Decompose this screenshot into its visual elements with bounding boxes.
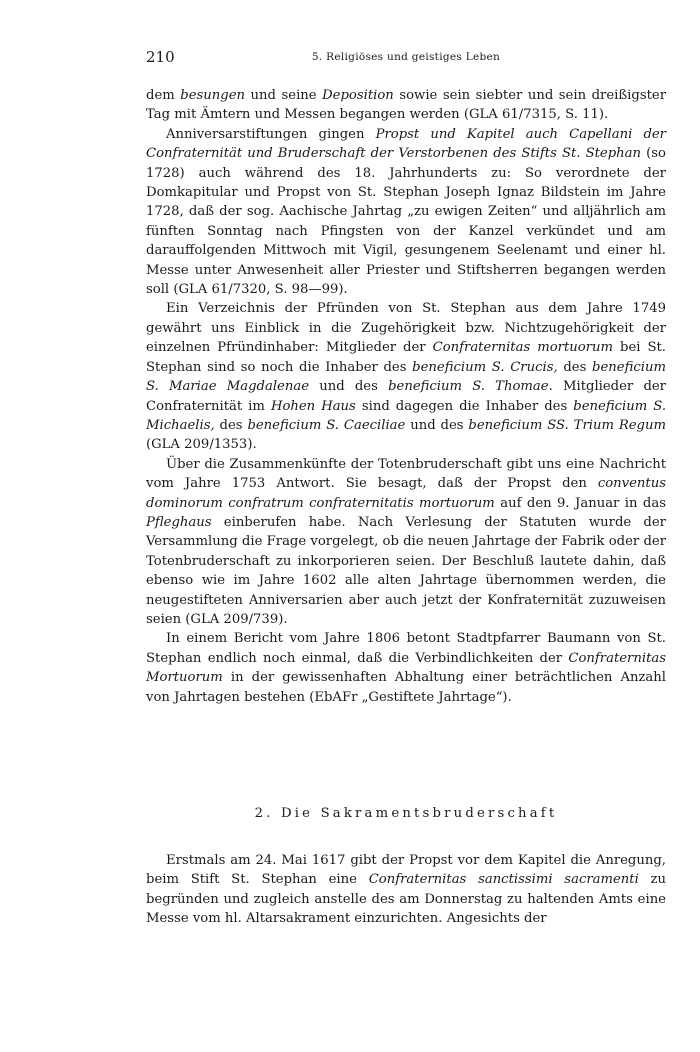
paragraph xyxy=(146,629,666,707)
paragraph xyxy=(146,86,666,125)
italic-run: beneficium SS. Trium Regum xyxy=(468,417,667,433)
text-run: sind dagegen die Inhaber des xyxy=(355,398,574,414)
text-run: Über die Zusammenkünfte der Totenbruderschaft gibt uns eine Nachricht vom Jahre 1753 Antwort. Sie besagt, daß der Propst den xyxy=(146,456,666,492)
text-run: auf den 9. Januar in das xyxy=(494,495,666,511)
section-heading: 2. Die Sakramentsbruderschaft xyxy=(254,806,558,821)
text-run: Erstmals am 24. Mai 1617 gibt der Propst vor dem Kapitel die Anregung, beim Stift St. Stephan eine xyxy=(146,853,666,888)
italic-run: beneficium S. Mariae Magdalenae xyxy=(146,359,666,395)
italic-run: beneficium S. Caeciliae xyxy=(247,417,406,433)
paragraph xyxy=(146,125,666,300)
running-title: 5. Religiöses und geistiges Leben xyxy=(311,51,501,63)
text-run: und des xyxy=(309,379,389,395)
text-run: (GLA 209/1353). xyxy=(146,437,257,453)
body-text-continued xyxy=(146,851,666,929)
text-run: des xyxy=(557,359,593,375)
paragraph xyxy=(146,455,666,630)
text-run: dem xyxy=(146,88,181,103)
italic-run: Deposition xyxy=(322,88,394,103)
italic-run: conventus dominorum confratrum confraternitatis mortuorum xyxy=(146,476,666,511)
text-run: in der gewissenhaften Abhaltung einer beträchtlichen Anzahl von Jahrtagen bestehen (EbAFr „Gestiftete Jahrtage“). xyxy=(146,670,666,705)
italic-run: Confraternitas mortuorum xyxy=(432,340,614,356)
text-run: sowie sein siebter und sein dreißigster Tag mit Ämtern und Messen begangen werden (GLA 61/7315, S. 11). xyxy=(146,88,666,123)
text-run: und des xyxy=(405,417,469,433)
italic-run: beneficium S. Thomae. xyxy=(388,379,553,395)
italic-run: Propst und Kapitel auch Capellani der Confraternität und Bruderschaft der Verstorbenen des Stifts St. Stephan xyxy=(146,126,666,162)
paragraph xyxy=(146,851,666,929)
text-run: Anniversarstiftungen gingen xyxy=(166,126,376,142)
italic-run: Confraternitas sanctissimi sacramenti xyxy=(368,872,639,888)
italic-run: Pfleghaus xyxy=(146,514,212,530)
italic-run: besungen xyxy=(180,88,246,103)
text-run: einberufen habe. Nach Verlesung der Statuten wurde der Versammlung die Frage vorgelegt, ob die neuen Jahrtage der Fabrik oder der Totenbruderschaft zu inkorporieren seien. Der Beschluß lautete dahin, daß ebenso wie im Jahre 1602 alle alten Jahrtage übernommen werden, die neugestifteten Anniversarien aber auch jetzt der Konfraternität zuzuweisen seien (GLA 209/739). xyxy=(146,514,666,627)
text-run: bei St. Stephan sind so noch die Inhaber des xyxy=(146,340,666,375)
italic-run: Confraternitas Mortuorum xyxy=(146,650,666,686)
italic-run: Hohen Haus xyxy=(270,398,356,414)
body-text xyxy=(146,86,666,707)
italic-run: beneficium S. Crucis, xyxy=(412,359,558,375)
page-header xyxy=(146,48,666,68)
page-number: 210 xyxy=(146,48,175,66)
italic-run: beneficium S. Michaelis, xyxy=(146,398,667,433)
text-run: Mitglieder der Confraternität im xyxy=(146,379,666,414)
text-run: des xyxy=(214,417,248,433)
text-run: und seine xyxy=(245,88,323,103)
paragraph xyxy=(146,299,666,454)
text-run: In einem Bericht vom Jahre 1806 betont Stadtpfarrer Baumann von St. Stephan endlich noch einmal, daß die Verbindlichkeiten der xyxy=(146,631,666,666)
text-run: Ein Verzeichnis der Pfründen von St. Stephan aus dem Jahre 1749 gewährt uns Einblick in die Zugehörigkeit bzw. Nichtzugehörigkeit der einzelnen Pfründinhaber: Mitglieder der xyxy=(146,301,666,356)
text-run: (so 1728) auch während des 18. Jahrhunderts zu: So verordnete der Domkapitular und Propst von St. Stephan Joseph Ignaz Bildstein im Jahre 1728, daß der sog. Aachische Jahrtag „zu ewigen Zeiten“ und alljährlich am fünften Sonntag nach Pfingsten von der Kanzel verkündet und am darauffolgenden Mittwoch mit Vigil, gesungenem Seelenamt und einer hl. Messe unter Anwesenheit aller Priester und Stiftsherren begangen werden soll (GLA 61/7320, S. 98—99). xyxy=(146,146,666,298)
text-run: zu begründen und zugleich anstelle des am Donnerstag zu haltenden Amts eine Messe vom hl. Altarsakrament einzurichten. Angesichts der xyxy=(146,872,666,927)
